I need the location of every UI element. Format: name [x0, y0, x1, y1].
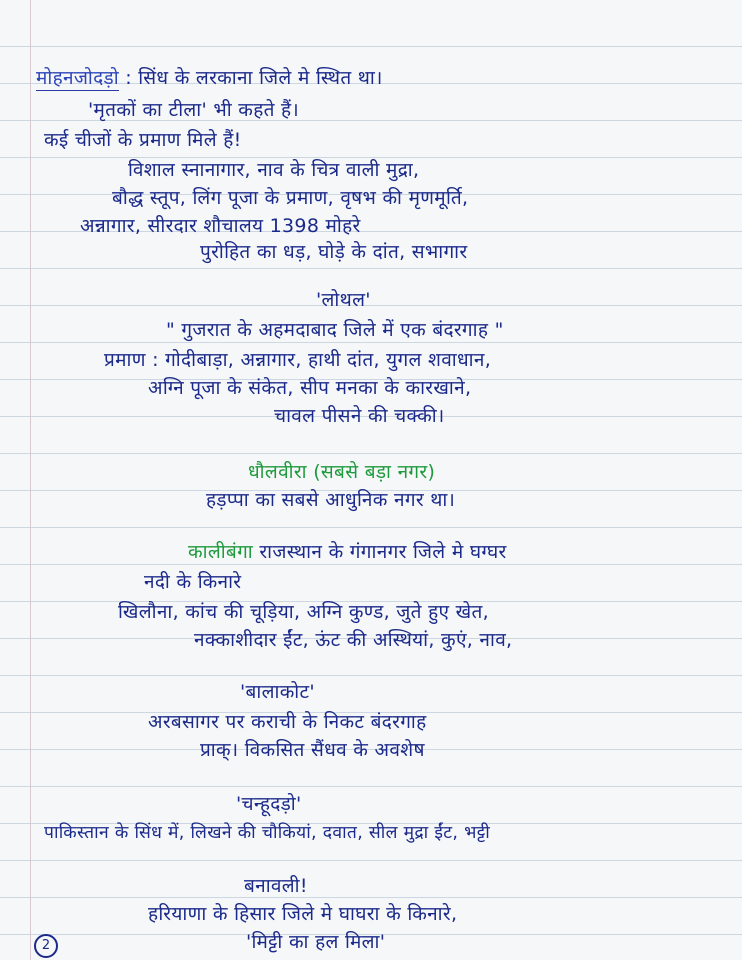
heading-banawali: बनावली!: [244, 875, 308, 897]
line-kalibangan: [188, 538, 507, 564]
line-2: 'मृतकों का टीला' भी कहते हैं।: [88, 99, 299, 121]
line-12: चावल पीसने की चक्की।: [274, 405, 445, 427]
line-21: प्राक्। विकसित सैंधव के अवशेष: [200, 739, 425, 761]
page-number: 2: [34, 934, 58, 958]
margin-line: [30, 0, 31, 960]
line-mohenjodaro: [36, 64, 383, 90]
line-18: नक्काशीदार ईंट, ऊंट की अस्थियां, कुएं, नाव,: [194, 629, 513, 651]
heading-kalibangan: कालीबंगा: [188, 541, 253, 563]
heading-lothal: 'लोथल': [316, 289, 371, 311]
heading-balakot: 'बालाकोट': [240, 681, 315, 703]
line-7: पुरोहित का धड़, घोड़े के दांत, सभागार: [200, 241, 468, 263]
line-6: अन्नागार, सीरदार शौचालय 1398 मोहरे: [80, 215, 361, 237]
line-17: खिलौना, कांच की चूड़िया, अग्नि कुण्ड, जुते हुए खेत,: [118, 601, 489, 623]
line-11: अग्नि पूजा के संकेत, सीप मनका के कारखाने,: [148, 377, 472, 399]
line-25: हरियाणा के हिसार जिले मे घाघरा के किनारे,: [148, 903, 458, 925]
line-26: 'मिट्टी का हल मिला': [246, 931, 386, 953]
kalibangan-location: राजस्थान के गंगानगर जिले मे घग्घर: [259, 541, 507, 563]
heading-chanhudaro: 'चन्हूदड़ो': [236, 793, 302, 815]
heading-mohenjodaro: मोहनजोदड़ो: [36, 67, 119, 89]
mohenjodaro-location: : सिंध के लरकाना जिले मे स्थित था।: [125, 67, 383, 89]
line-3: कई चीजों के प्रमाण मिले हैं!: [44, 129, 242, 151]
line-23: पाकिस्तान के सिंध में, लिखने की चौकियां, दवात, सील मुद्रा ईंट, भट्टी: [44, 823, 491, 843]
dholavira-description: हड़प्पा का सबसे आधुनिक नगर था।: [206, 489, 456, 511]
lothal-description: " गुजरात के अहमदाबाद जिले में एक बंदरगाह ": [166, 319, 504, 341]
line-4: विशाल स्नानागार, नाव के चित्र वाली मुद्रा,: [128, 159, 420, 181]
heading-dholavira: धौलवीरा (सबसे बड़ा नगर): [248, 461, 436, 483]
line-10: प्रमाण : गोदीबाड़ा, अन्नागार, हाथी दांत, युगल शवाधान,: [104, 349, 492, 371]
line-16: नदी के किनारे: [144, 571, 242, 593]
line-20: अरबसागर पर कराची के निकट बंदरगाह: [148, 711, 427, 733]
line-5: बौद्ध स्तूप, लिंग पूजा के प्रमाण, वृषभ की मृणमूर्ति,: [112, 187, 469, 209]
